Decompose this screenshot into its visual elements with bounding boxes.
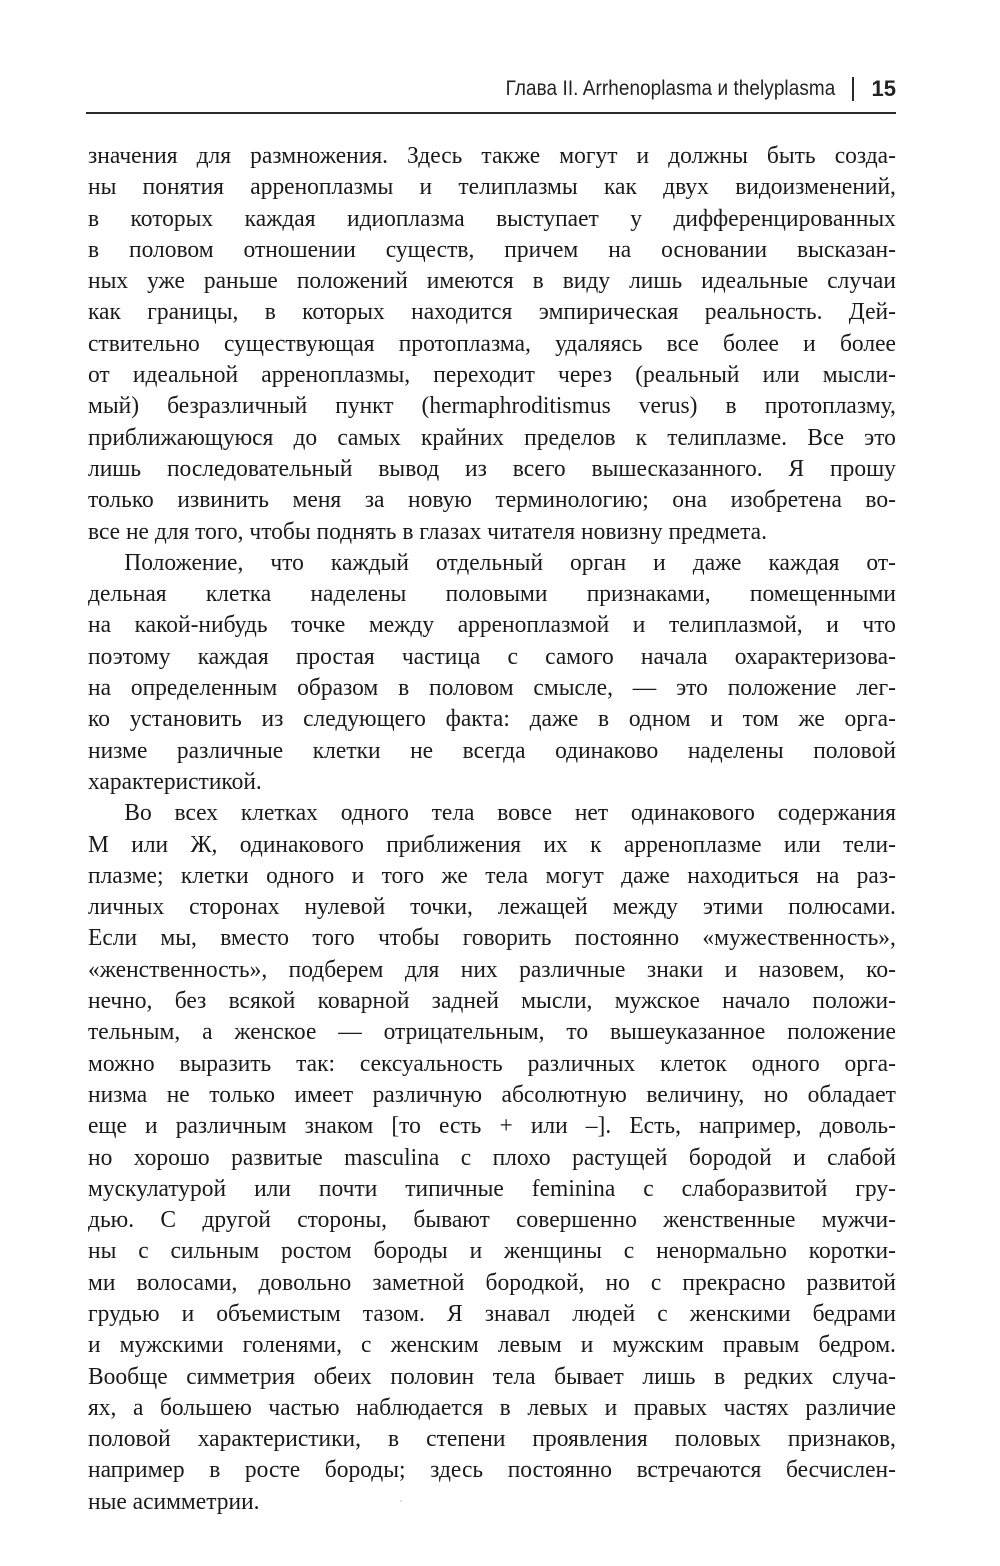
paper-speck bbox=[400, 1500, 402, 1502]
text-line: от идеальной арреноплазмы, переходит через (реальный или мысли- bbox=[88, 361, 896, 389]
text-line: низма не только имеет различную абсолютную величину, но обладает bbox=[88, 1080, 896, 1108]
text-line: мый) безразличный пункт (hermaphroditismus verus) в протоплазму, bbox=[88, 392, 896, 420]
text-line: Положение, что каждый отдельный орган и даже каждая от- bbox=[124, 548, 896, 576]
text-line: ях, а большею частью наблюдается в левых и правых частях различие bbox=[88, 1393, 896, 1421]
text-line: мускулатурой или почти типичные feminina с слаборазвитой гру- bbox=[88, 1174, 896, 1202]
text-line: еще и различным знаком [то есть + или –]. Есть, например, доволь- bbox=[88, 1112, 896, 1140]
page-number: 15 bbox=[871, 76, 896, 101]
text-line: половой характеристики, в степени проявления половых признаков, bbox=[88, 1425, 896, 1453]
text-line: как границы, в которых находится эмпирическая реальность. Дей- bbox=[88, 298, 896, 326]
running-header bbox=[86, 66, 896, 114]
text-line: плазме; клетки одного и того же тела могут даже находиться на раз- bbox=[88, 861, 896, 889]
text-line: грудью и объемистым тазом. Я знавал людей с женскими бедрами bbox=[88, 1299, 896, 1327]
text-line: на определенным образом в половом смысле, — это положение лег- bbox=[88, 674, 896, 702]
text-line: в половом отношении существ, причем на основании высказан- bbox=[88, 235, 896, 263]
body-text bbox=[88, 140, 896, 1517]
text-line: ствительно существующая протоплазма, удаляясь все более и более bbox=[88, 329, 896, 357]
text-line: приближающуюся до самых крайних пределов к телиплазме. Все это bbox=[88, 423, 896, 451]
text-line: но хорошо развитые masculina с плохо растущей бородой и слабой bbox=[88, 1143, 896, 1171]
text-line: дью. С другой стороны, бывают совершенно женственные мужчи- bbox=[88, 1206, 896, 1234]
text-line: М или Ж, одинакового приближения их к арреноплазме или тели- bbox=[88, 830, 896, 858]
header-separator bbox=[852, 77, 854, 101]
text-line: все не для того, чтобы поднять в глазах читателя новизну предмета. bbox=[88, 517, 767, 545]
text-line: значения для размножения. Здесь также могут и должны быть созда- bbox=[88, 142, 896, 169]
text-line: лишь последовательный вывод из всего вышесказанного. Я прошу bbox=[88, 454, 896, 482]
text-line: в которых каждая идиоплазма выступает у дифференцированных bbox=[88, 204, 896, 232]
text-line: ных уже раньше положений имеются в виду лишь идеальные случаи bbox=[88, 267, 896, 295]
text-line: тельным, а женское — отрицательным, то вышеуказанное положение bbox=[88, 1018, 896, 1046]
text-line: ми волосами, довольно заметной бородкой, но с прекрасно развитой bbox=[88, 1268, 896, 1296]
text-line: ко установить из следующего факта: даже в одном и том же орга- bbox=[88, 705, 896, 733]
header-content bbox=[469, 76, 896, 102]
text-line: Если мы, вместо того чтобы говорить постоянно «мужественность», bbox=[88, 924, 896, 952]
text-line: дельная клетка наделены половыми признаками, помещенными bbox=[88, 580, 896, 608]
text-line: поэтому каждая простая частица с самого начала охарактеризова- bbox=[88, 642, 896, 670]
text-line: низме различные клетки не всегда одинаково наделены половой bbox=[88, 736, 896, 764]
paragraph bbox=[88, 547, 896, 797]
text-line: Вообще симметрия обеих половин тела бывает лишь в редких случа- bbox=[88, 1362, 896, 1390]
text-line: ны с сильным ростом бороды и женщины с ненормально коротки- bbox=[88, 1237, 896, 1265]
text-line: на какой-нибудь точке между арреноплазмой и телиплазмой, и что bbox=[88, 611, 896, 639]
text-line: Во всех клетках одного тела вовсе нет одинакового содержания bbox=[124, 799, 896, 827]
text-line: «женственность», подберем для них различные знаки и назовем, ко- bbox=[88, 955, 896, 983]
text-line: можно выразить так: сексуальность различных клеток одного орга- bbox=[88, 1049, 896, 1077]
text-line: нечно, без всякой коварной задней мысли, мужское начало положи- bbox=[88, 987, 896, 1015]
paragraph bbox=[88, 797, 896, 1517]
text-line: личных сторонах нулевой точки, лежащей между этими полюсами. bbox=[88, 893, 896, 921]
text-line: ны понятия арреноплазмы и телиплазмы как двух видоизменений, bbox=[88, 173, 896, 201]
chapter-title: Глава II. Arrhenoplasma и thelyplasma bbox=[505, 77, 836, 100]
text-line: только извинить меня за новую терминологию; она изобретена во- bbox=[88, 486, 896, 514]
text-line: ные асимметрии. bbox=[88, 1487, 260, 1515]
text-line: характеристикой. bbox=[88, 767, 262, 795]
text-line: например в росте бороды; здесь постоянно встречаются бесчислен- bbox=[88, 1456, 896, 1484]
paragraph bbox=[88, 140, 896, 547]
text-line: и мужскими голенями, с женским левым и мужским правым бедром. bbox=[88, 1331, 896, 1359]
